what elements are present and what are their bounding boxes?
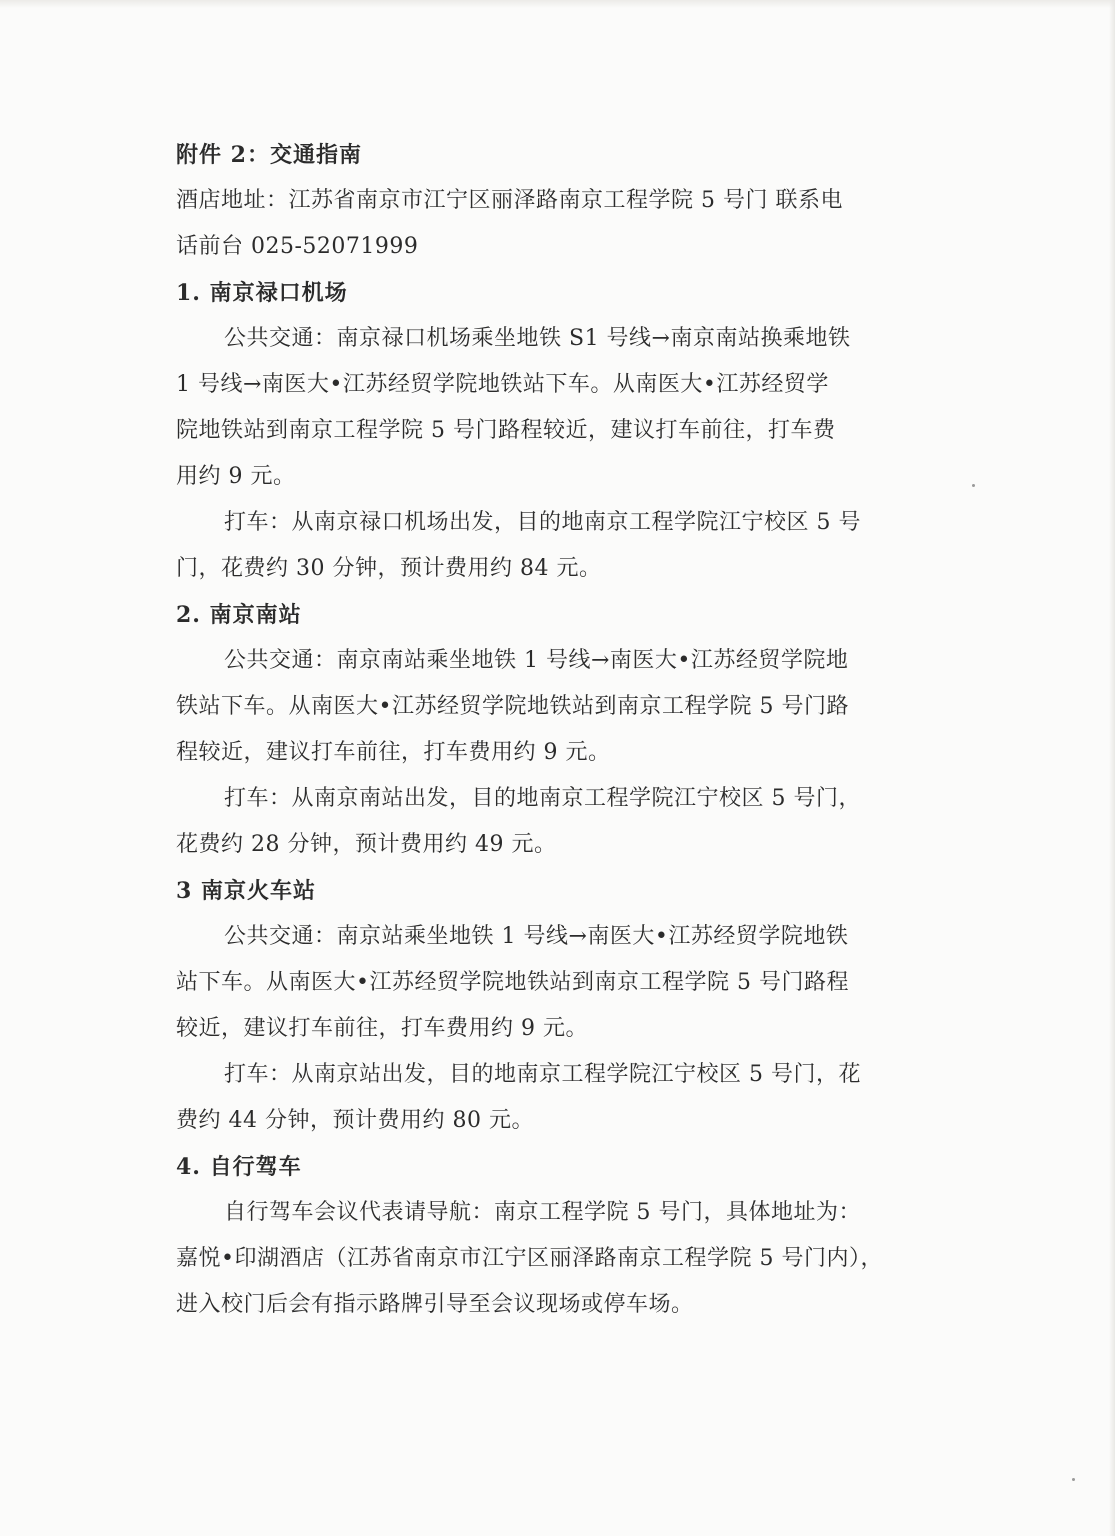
hotel-address — [176, 178, 966, 270]
paragraph-line: 费约 44 分钟，预计费用约 80 元。 — [176, 1108, 534, 1133]
public-transport-paragraph — [176, 914, 966, 1052]
paragraph-line: 嘉悦•印湖酒店（江苏省南京市江宁区丽泽路南京工程学院 5 号门内）， — [176, 1246, 883, 1271]
attachment-title: 附件 2：交通指南 — [176, 142, 362, 168]
paragraph-line: 公共交通：南京南站乘坐地铁 1 号线→南医大•江苏经贸学院地 — [224, 648, 849, 673]
paragraph-line: 程较近，建议打车前往，打车费用约 9 元。 — [176, 740, 611, 765]
paragraph-line: 进入校门后会有指示路牌引导至会议现场或停车场。 — [176, 1292, 694, 1317]
paragraph-line: 站下车。从南医大•江苏经贸学院地铁站到南京工程学院 5 号门路程 — [176, 970, 849, 995]
section-heading: 3 南京火车站 — [176, 878, 316, 904]
paragraph-line: 打车：从南京站出发，目的地南京工程学院江宁校区 5 号门，花 — [224, 1062, 861, 1087]
driving-paragraph — [176, 1190, 966, 1328]
paragraph-line: 院地铁站到南京工程学院 5 号门路程较近，建议打车前往，打车费 — [176, 418, 836, 443]
scan-speck — [1072, 1478, 1075, 1481]
taxi-paragraph — [176, 500, 966, 592]
section-heading: 2. 南京南站 — [176, 602, 302, 628]
section-self-driving — [176, 1144, 966, 1328]
paragraph-line: 1 号线→南医大•江苏经贸学院地铁站下车。从南医大•江苏经贸学 — [176, 372, 829, 397]
section-heading: 4. 自行驾车 — [176, 1154, 302, 1180]
paragraph-line: 花费约 28 分钟，预计费用约 49 元。 — [176, 832, 557, 857]
paragraph-line: 打车：从南京南站出发，目的地南京工程学院江宁校区 5 号门， — [224, 786, 861, 811]
hotel-address-line: 酒店地址：江苏省南京市江宁区丽泽路南京工程学院 5 号门 联系电 — [176, 188, 843, 213]
scan-edge-top — [0, 0, 1115, 8]
public-transport-paragraph — [176, 316, 966, 500]
paragraph-line: 公共交通：南京站乘坐地铁 1 号线→南医大•江苏经贸学院地铁 — [224, 924, 849, 949]
scan-edge-right — [1109, 0, 1115, 1536]
document-body — [176, 132, 966, 1328]
paragraph-line: 公共交通：南京禄口机场乘坐地铁 S1 号线→南京南站换乘地铁 — [224, 326, 851, 351]
taxi-paragraph — [176, 1052, 966, 1144]
paragraph-line: 自行驾车会议代表请导航：南京工程学院 5 号门，具体地址为： — [224, 1200, 861, 1225]
public-transport-paragraph — [176, 638, 966, 776]
section-heading: 1. 南京禄口机场 — [176, 280, 348, 306]
section-railway-station — [176, 868, 966, 1144]
scan-speck — [972, 484, 975, 487]
section-south-station — [176, 592, 966, 868]
paragraph-line: 较近，建议打车前往，打车费用约 9 元。 — [176, 1016, 588, 1041]
paragraph-line: 铁站下车。从南医大•江苏经贸学院地铁站到南京工程学院 5 号门路 — [176, 694, 849, 719]
section-airport — [176, 270, 966, 592]
taxi-paragraph — [176, 776, 966, 868]
hotel-address-line: 话前台 025-52071999 — [176, 234, 419, 259]
paragraph-line: 门，花费约 30 分钟，预计费用约 84 元。 — [176, 556, 602, 581]
paragraph-line: 用约 9 元。 — [176, 464, 296, 489]
paragraph-line: 打车：从南京禄口机场出发，目的地南京工程学院江宁校区 5 号 — [224, 510, 861, 535]
